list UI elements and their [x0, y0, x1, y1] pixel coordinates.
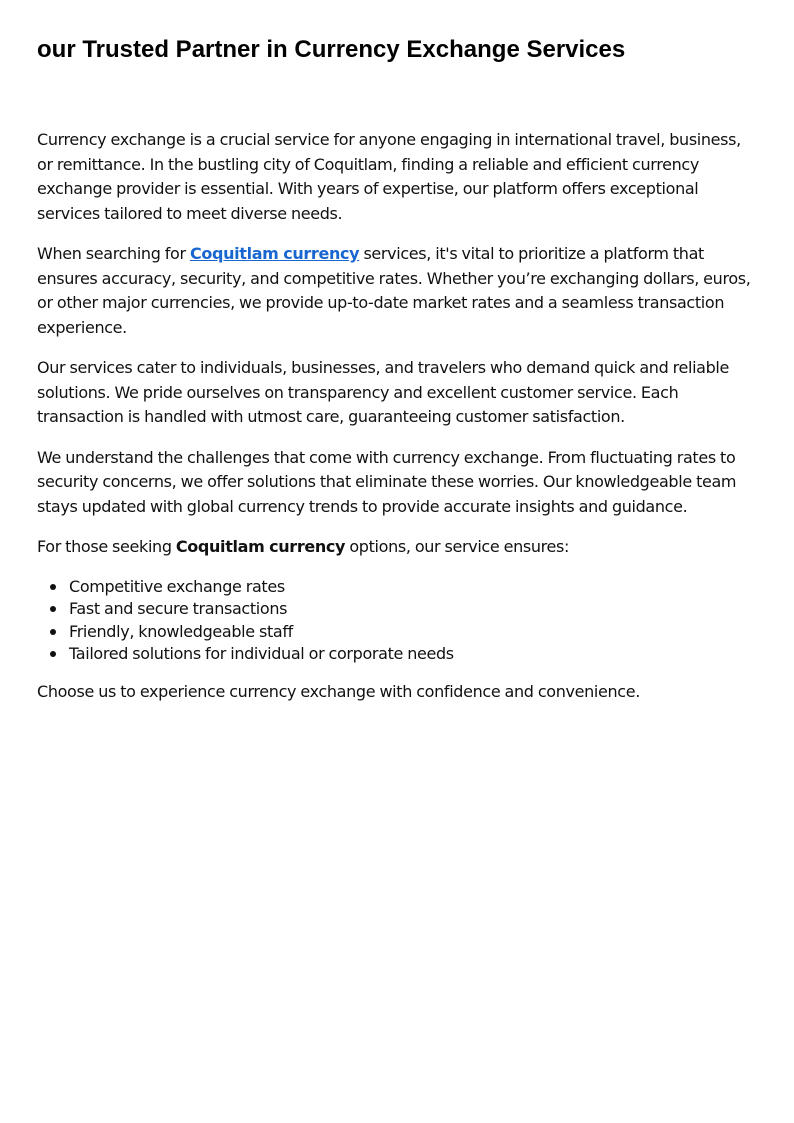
closing-paragraph: Choose us to experience currency exchange with confidence and convenience.	[37, 681, 640, 701]
list-item	[37, 576, 757, 599]
list-item	[37, 621, 757, 644]
seeking-paragraph	[37, 535, 757, 560]
search-paragraph-text-after: services, it's vital to prioritize a platform that ensures accuracy, security, and competitive rates. Whether you’re exchanging dollars, euros, or other major currencies, we provide up-to-date market rates and a seamless transaction experience.	[37, 244, 751, 337]
list-item-text: Competitive exchange rates	[69, 576, 285, 596]
bullet-icon	[50, 606, 56, 612]
challenges-paragraph: We understand the challenges that come with currency exchange. From fluctuating rates to security concerns, we offer solutions that eliminate these worries. Our knowledgeable team stays updated with global currency trends to provide accurate insights and guidance.	[37, 447, 737, 516]
page-title: our Trusted Partner in Currency Exchange Services	[37, 36, 626, 63]
search-paragraph-text-before: When searching for	[37, 244, 190, 263]
list-item-text: Fast and secure transactions	[69, 599, 288, 618]
bullet-icon	[50, 584, 56, 590]
list-item-text: Friendly, knowledgeable staff	[69, 621, 293, 641]
benefits-list	[37, 576, 757, 666]
seeking-bold-term: Coquitlam currency	[175, 537, 346, 556]
seeking-text-after: options, our service ensures:	[345, 537, 570, 556]
article-body	[37, 128, 757, 704]
services-paragraph: Our services cater to individuals, businesses, and travelers who demand quick and reliable solutions. We pride ourselves on transparency and excellent customer service. Each transaction is handled with utmost care, guaranteeing customer satisfaction.	[37, 358, 730, 426]
intro-paragraph: Currency exchange is a crucial service for anyone engaging in international travel, business, or remittance. In the bustling city of Coquitlam, finding a reliable and efficient currency exchange provider is essential. With years of expertise, our platform offers exceptional services tailored to meet diverse needs.	[37, 130, 741, 223]
bullet-icon	[50, 651, 56, 657]
seeking-text-before: For those seeking	[37, 537, 176, 556]
list-item-text: Tailored solutions for individual or corporate needs	[69, 644, 454, 663]
search-paragraph	[37, 242, 757, 340]
list-item	[37, 643, 757, 666]
document-page	[37, 0, 757, 720]
coquitlam-currency-link[interactable]: Coquitlam currency	[189, 244, 360, 263]
list-item	[37, 598, 757, 621]
bullet-icon	[50, 629, 56, 635]
